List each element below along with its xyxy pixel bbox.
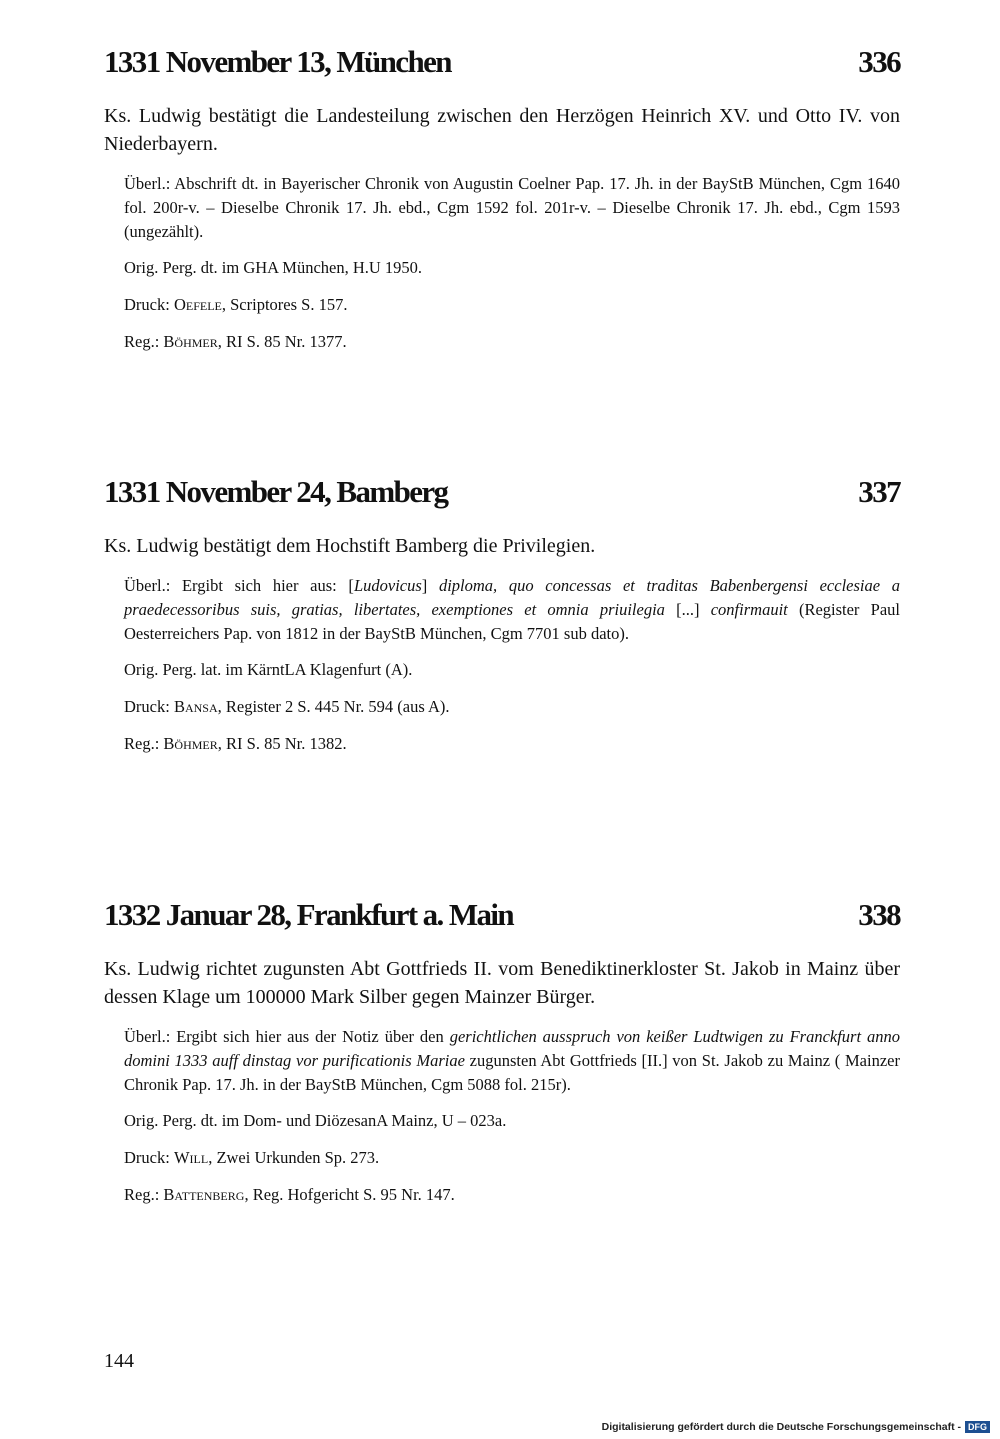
entry-date-place: 1331 November 24, Bamberg [104,474,448,509]
entry-337 [104,470,900,769]
regest-ref: , RI S. 85 Nr. 1377. [217,332,347,351]
entry-regest [104,1183,900,1207]
entry-heading [104,893,900,937]
regest-label: Reg.: [124,1185,164,1204]
entry-regest [104,330,900,354]
tradition-quote: Ludovicus [353,576,422,595]
entry-regest [104,732,900,756]
tradition-text: ] [421,576,439,595]
funding-footer [602,1421,990,1433]
regest-label: Reg.: [124,734,164,753]
entry-summary: Ks. Ludwig richtet zugunsten Abt Gottfrieds II. vom Benediktinerkloster St. Jakob in Mainz über dessen Klage um 100000 Mark Silber gegen Mainzer Bürger. [104,958,900,1008]
entry-original: Orig. Perg. lat. im KärntLA Klagenfurt (A). [124,660,413,679]
regest-ref: , Reg. Hofgericht S. 95 Nr. 147. [244,1185,455,1204]
footer-text: Digitalisierung gefördert durch die Deutsche Forschungsgemeinschaft - [601,1421,961,1433]
tradition-text: [...] [664,600,711,619]
entry-print [104,1146,900,1170]
entry-tradition [104,1025,900,1097]
regest-author: Battenberg [163,1185,245,1204]
entry-summary: Ks. Ludwig bestätigt die Landesteilung zwischen den Herzögen Heinrich XV. und Otto IV. von Niederbayern. [104,105,900,155]
regest-label: Reg.: [124,332,164,351]
regest-author: Böhmer [163,332,218,351]
print-label: Druck: [124,1148,174,1167]
print-ref: , Zwei Urkunden Sp. 273. [208,1148,380,1167]
regest-author: Böhmer [163,734,218,753]
print-ref: , Scriptores S. 157. [221,295,348,314]
print-author: Bansa [173,697,218,716]
tradition-text: (Register Paul Oesterreichers Pap. von 1812 in der BayStB München, Cgm 7701 sub dato). [124,600,900,643]
entry-print [104,695,900,719]
print-author: Oefele [173,295,222,314]
entry-date-place: 1332 Januar 28, Frankfurt a. Main [104,897,514,932]
entry-summary: Ks. Ludwig bestätigt dem Hochstift Bamberg die Privilegien. [104,535,596,557]
entry-heading [104,40,900,84]
entry-original: Orig. Perg. dt. im GHA München, H.U 1950. [124,258,423,277]
entry-number: 337 [858,474,900,509]
entry-338 [104,893,900,1220]
dfg-logo-icon: DFG [965,1421,990,1433]
entry-tradition: Überl.: Abschrift dt. in Bayerischer Chronik von Augustin Coelner Pap. 17. Jh. in der BayStB München, Cgm 1640 fol. 200r-v. – Dieselbe Chronik 17. Jh. ebd., Cgm 1592 fol. 201r-v. – Dieselbe Chronik 17. Jh. ebd., Cgm 1593 (ungezählt). [124,174,900,241]
print-label: Druck: [124,697,174,716]
print-label: Druck: [124,295,174,314]
tradition-text: zugunsten Abt Gottfrieds [II.] von St. Jakob zu Mainz ( Mainzer Chronik Pap. 17. Jh. in der BayStB München, Cgm 5088 fol. 215r). [124,1051,900,1094]
entry-number: 336 [858,44,900,79]
entry-336 [104,40,900,367]
tradition-quote: diploma, quo concessas et traditas Babenbergensi ecclesiae a praedecessoribus suis, gratias, libertates, exemptiones et omnia priuilegia [124,576,900,619]
entry-print [104,293,900,317]
entry-tradition [104,574,900,646]
entry-original: Orig. Perg. dt. im Dom- und DiözesanA Mainz, U – 023a. [124,1111,507,1130]
tradition-text: Überl.: Ergibt sich hier aus: [ [124,576,354,595]
tradition-quote: gerichtlichen ausspruch von keißer Ludtwigen zu Franckfurt anno domini 1333 auff dinstag vor purificationis Mariae [124,1027,900,1070]
page-number: 144 [104,1350,134,1372]
tradition-text: Überl.: Ergibt sich hier aus der Notiz über den [124,1027,450,1046]
print-author: Will [173,1148,209,1167]
regest-ref: , RI S. 85 Nr. 1382. [217,734,347,753]
tradition-quote: confirmauit [710,600,788,619]
entry-date-place: 1331 November 13, München [104,44,451,79]
print-ref: , Register 2 S. 445 Nr. 594 (aus A). [217,697,450,716]
entry-number: 338 [858,897,900,932]
entry-heading [104,470,900,514]
